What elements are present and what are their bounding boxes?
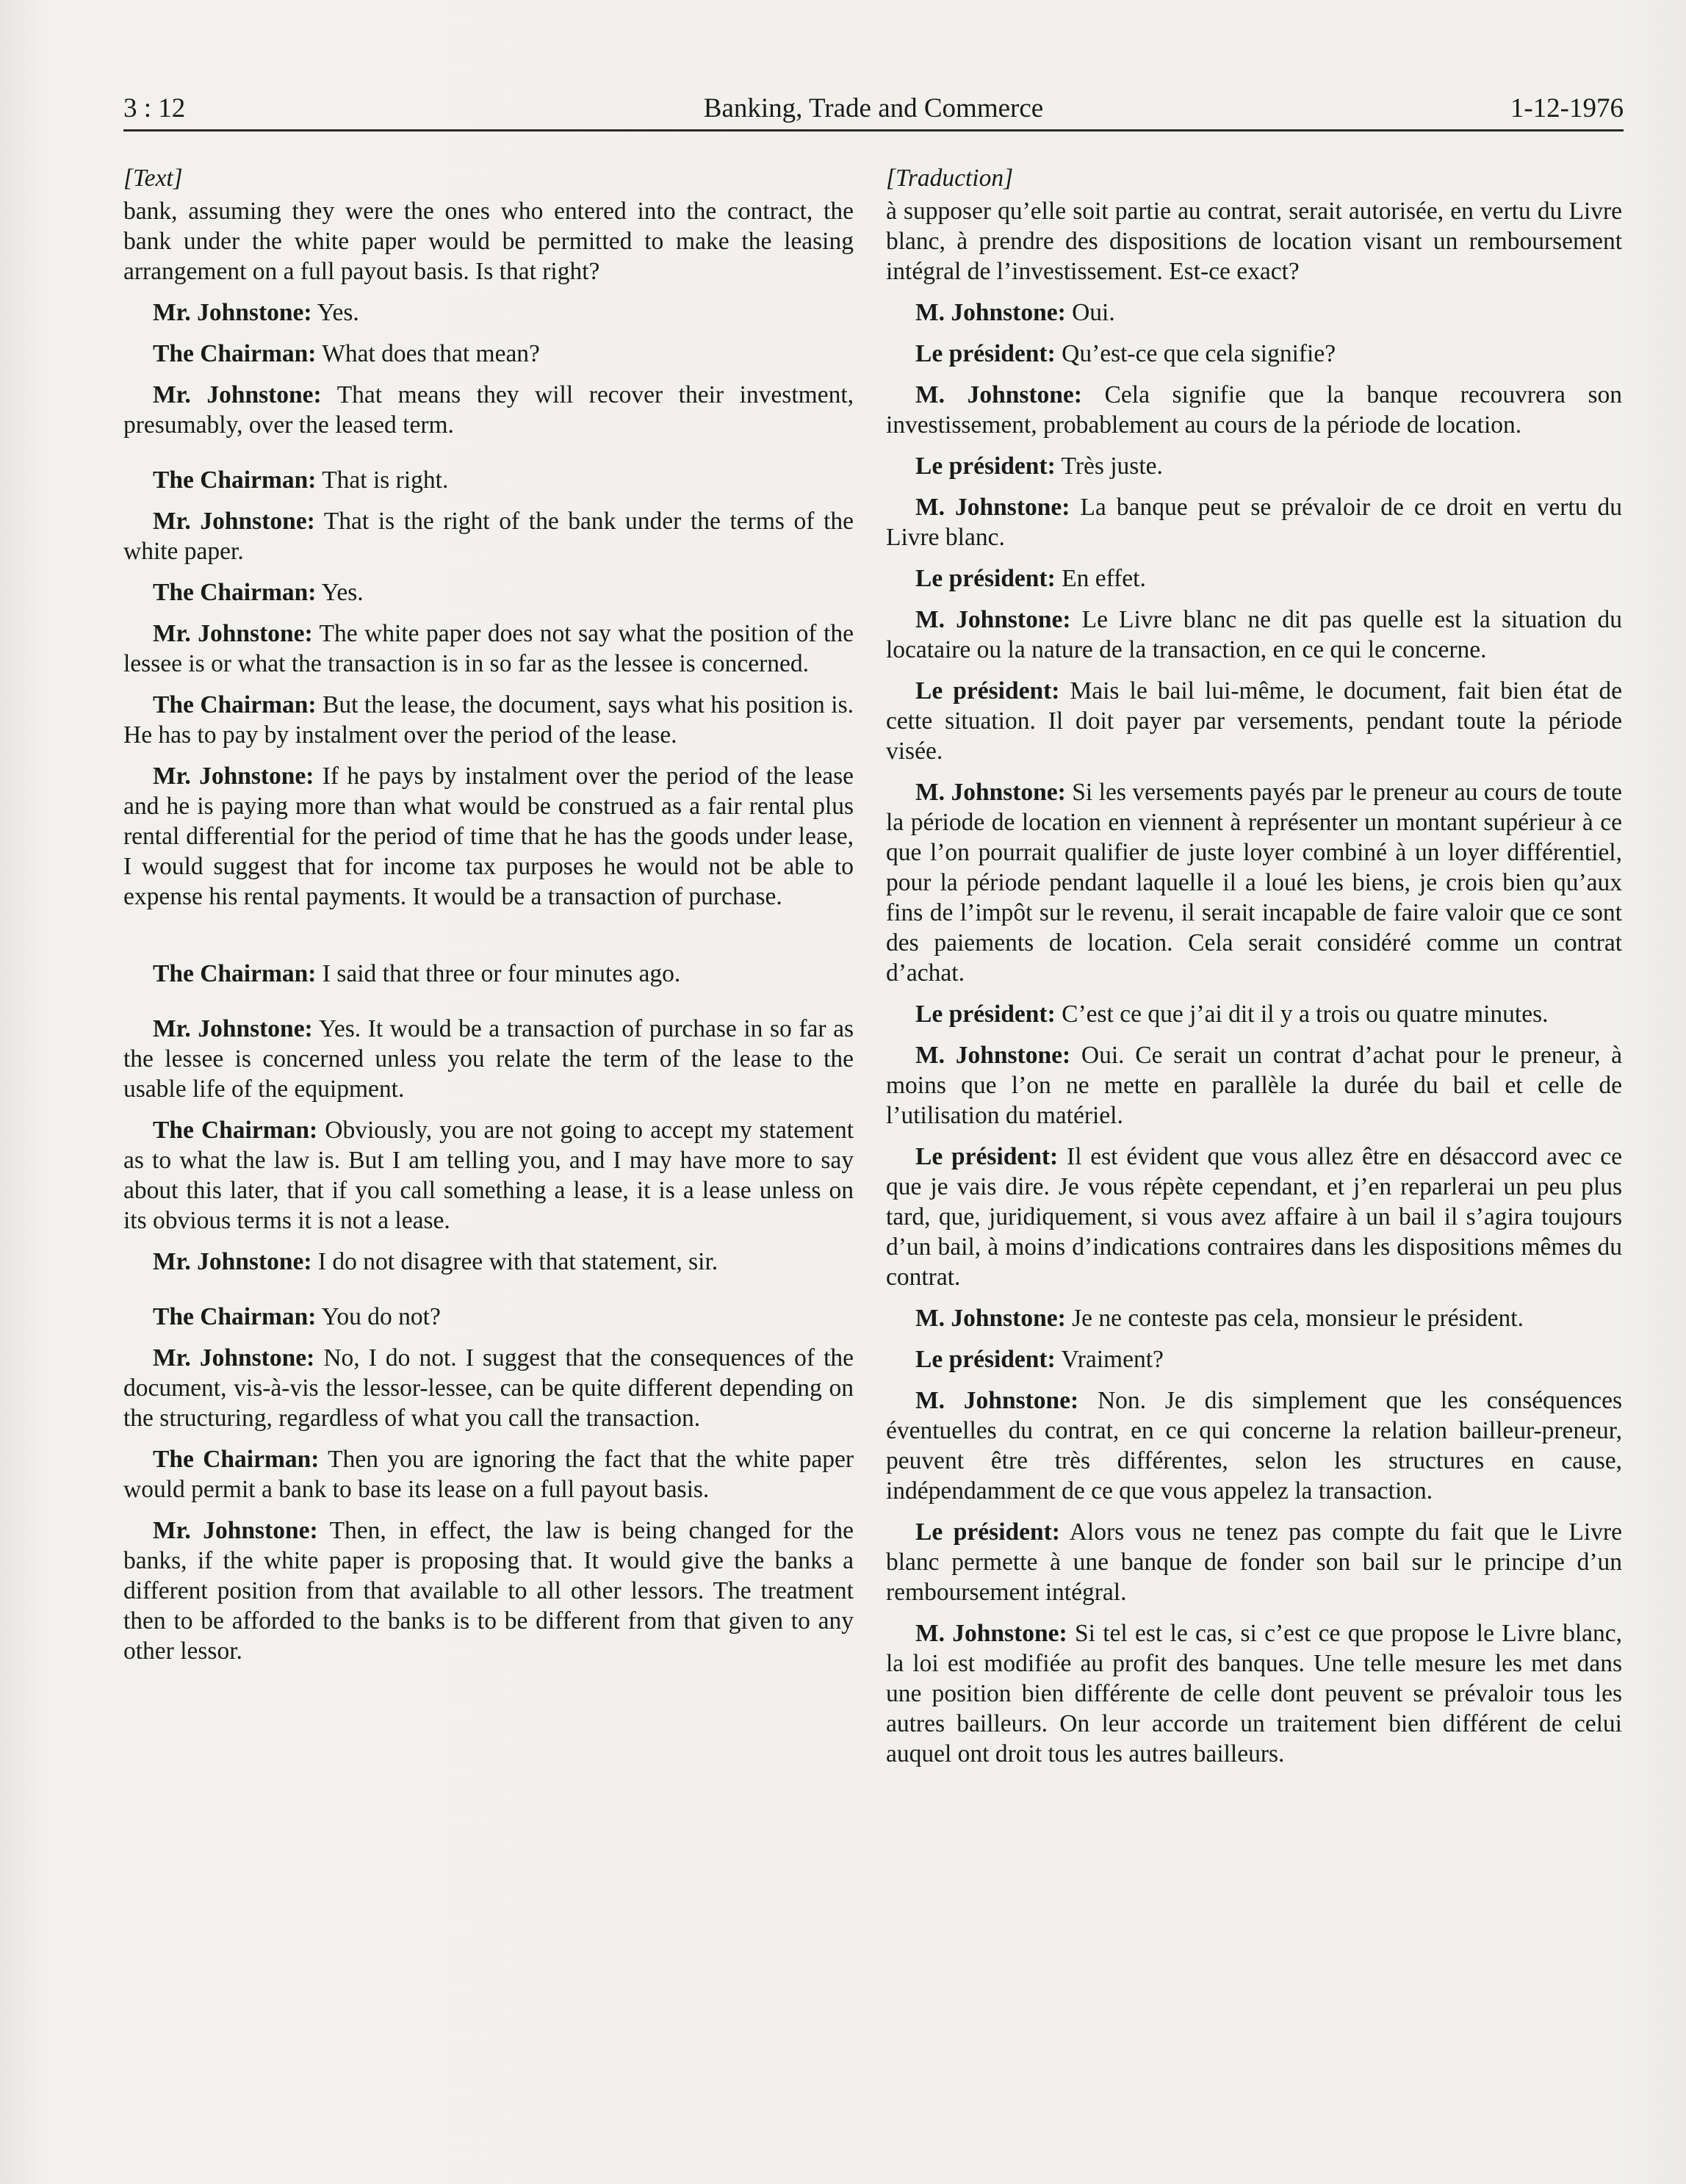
speech-text: La banque peut se prévaloir de ce droit en vertu du Livre blanc. <box>886 494 1623 551</box>
speaker-name: M. Johnstone: <box>915 381 1082 408</box>
speaker-name: Le président: <box>915 453 1056 480</box>
label-bracket-open: [ <box>886 165 896 192</box>
speech-text: En effet. <box>1062 565 1146 592</box>
speech-text: Alors vous ne tenez pas compte du fait que le Livre blanc permette à une banque de fonder son bail sur le principe d’un remboursement intégral. <box>886 1518 1622 1606</box>
transcript-paragraph <box>123 1302 854 1332</box>
transcript-paragraph <box>886 1344 1622 1374</box>
sitting-date: 1-12-1976 <box>1510 93 1624 123</box>
speaker-name: M. Johnstone: <box>915 1305 1066 1332</box>
transcript-paragraph <box>886 777 1622 988</box>
speaker-name: Mr. Johnstone: <box>153 763 314 790</box>
speech-text: Mais le bail lui-même, le document, fait bien état de cette situation. Il doit payer par versements, pendant toute la période visée. <box>886 677 1622 765</box>
label-text: Text <box>133 165 173 192</box>
transcript-paragraph <box>123 761 854 912</box>
speech-text: What does that mean? <box>322 340 540 367</box>
speaker-name: Mr. Johnstone: <box>153 299 312 326</box>
transcript-paragraph <box>886 676 1622 766</box>
transcript-paragraph <box>123 959 854 989</box>
transcript-paragraph <box>123 465 854 495</box>
speaker-name: The Chairman: <box>153 691 317 718</box>
speaker-name: M. Johnstone: <box>915 779 1066 806</box>
column-label <box>123 163 854 193</box>
transcript-paragraph <box>123 380 854 440</box>
transcript-paragraph <box>886 999 1622 1029</box>
speech-text: Cela signifie que la banque recouvrera son investissement, probablement au cours de la période de location. <box>886 381 1622 439</box>
speaker-name: Le président: <box>915 1143 1059 1170</box>
speech-text: Il est évident que vous allez être en désaccord avec ce que je vais dire. Je vous répète cependant, et j’en reparlerai un peu plus tard, que, juridiquement, si vous avez affaire à un bail il s’agira toujours d’un bail, à moins d’indications contraires dans les dispositions mêmes du contrat. <box>886 1143 1622 1291</box>
speaker-name: The Chairman: <box>153 340 317 367</box>
speech-text: If he pays by instalment over the period of the lease and he is paying more than what would be construed as a fair rental plus rental differential for the period of time that he has the goods under lease, I would suggest that for income tax purposes he would not be able to expense his rental payments. It would be a transaction of purchase. <box>123 763 854 910</box>
committee-title: Banking, Trade and Commerce <box>703 93 1044 123</box>
speaker-name: Mr. Johnstone: <box>153 1517 318 1544</box>
english-column <box>123 163 854 1677</box>
speaker-name: The Chairman: <box>153 960 317 987</box>
speech-text: Si tel est le cas, si c’est ce que propose le Livre blanc, la loi est modifiée au profit des banques. Une telle mesure les met dans une position bien différente de celle dont peuvent se prévaloir tous les autres bailleurs. On leur accorde un traitement bien différent de celui auquel ont droit tous les autres bailleurs. <box>886 1620 1623 1767</box>
speech-text: Non. Je dis simplement que les conséquences éventuelles du contrat, en ce qui concerne la relation bailleur-preneur, peuvent être très différentes, selon les structures en cause, indépendamment de ce que vous appelez la transaction. <box>886 1387 1622 1504</box>
speaker-name: Mr. Johnstone: <box>153 620 313 647</box>
speaker-name: Le président: <box>915 1346 1056 1373</box>
speech-text: Obviously, you are not going to accept my statement as to what the law is. But I am telling you, and I may have more to say about this later, that if you call something a lease, it is a lease unless on its obvious terms it is not a lease. <box>123 1117 854 1234</box>
speaker-name: M. Johnstone: <box>915 494 1070 521</box>
french-column <box>886 163 1622 1780</box>
speaker-name: M. Johnstone: <box>915 606 1071 633</box>
label-bracket-close: ] <box>1004 165 1014 192</box>
transcript-paragraph <box>886 563 1622 594</box>
transcript-paragraph <box>886 451 1622 481</box>
speaker-name: Mr. Johnstone: <box>153 1015 313 1042</box>
transcript-paragraph <box>123 577 854 608</box>
speaker-name: Le président: <box>915 1001 1056 1028</box>
speech-text: Si les versements payés par le preneur au cours de toute la période de location en viennent à représenter un montant supérieur à ce que l’on pourrait qualifier de juste loyer combiné à un loyer différentiel, pour la période pendant laquelle il a loué les biens, je crois bien qu’aux fins de l’impôt sur le revenu, il serait incapable de faire valoir que ce sont des paiements de location. Cela serait considéré comme un contrat d’achat. <box>886 779 1622 987</box>
speech-text: Le Livre blanc ne dit pas quelle est la situation du locataire ou la nature de la transaction, en ce qui le concerne. <box>886 606 1622 663</box>
transcript-paragraph <box>886 1517 1622 1607</box>
transcript-paragraph <box>123 298 854 328</box>
page-header <box>123 87 1624 131</box>
speaker-name: Mr. Johnstone: <box>153 381 322 408</box>
transcript-paragraph <box>886 1618 1622 1769</box>
speaker-name: Le président: <box>915 677 1060 704</box>
speech-text: That is the right of the bank under the terms of the white paper. <box>123 508 854 565</box>
transcript-paragraph <box>123 1444 854 1504</box>
speech-text: Then you are ignoring the fact that the white paper would permit a bank to base its lease on a full payout basis. <box>123 1446 854 1503</box>
column-label <box>886 163 1622 193</box>
speech-text: Vraiment? <box>1061 1346 1164 1373</box>
transcript-paragraph <box>886 605 1622 665</box>
speaker-name: Mr. Johnstone: <box>153 1248 312 1275</box>
speaker-name: The Chairman: <box>153 1446 320 1473</box>
speech-text: Oui. Ce serait un contrat d’achat pour le preneur, à moins que l’on ne mette en parallèle la durée du bail et celle de l’utilisation du matériel. <box>886 1042 1623 1129</box>
transcript-paragraph <box>123 619 854 679</box>
lead-paragraph: bank, assuming they were the ones who entered into the contract, the bank under the white paper would be permitted to make the leasing arrangement on a full payout basis. Is that right? <box>123 198 854 285</box>
transcript-paragraph <box>886 1385 1622 1506</box>
transcript-paragraph <box>123 506 854 566</box>
transcript-paragraph <box>886 1303 1622 1333</box>
speech-text: Je ne conteste pas cela, monsieur le président. <box>1072 1305 1524 1332</box>
speech-text: Then, in effect, the law is being changed for the banks, if the white paper is proposing that. It would give the banks a different position from that available to all other lessors. The treatment then to be afforded to the banks is to be different from that given to any other lessor. <box>123 1517 854 1665</box>
transcript-paragraph <box>123 1343 854 1433</box>
speech-text: That means they will recover their investment, presumably, over the leased term. <box>123 381 854 439</box>
speech-text: No, I do not. I suggest that the consequences of the document, vis-à-vis the lessor-lessee, can be quite different depending on the structuring, regardless of what you call the transaction. <box>123 1344 854 1432</box>
speech-text: You do not? <box>321 1303 441 1330</box>
transcript-paragraph <box>123 1014 854 1104</box>
speech-text: C’est ce que j’ai dit il y a trois ou quatre minutes. <box>1062 1001 1549 1028</box>
transcript-paragraph <box>123 1516 854 1666</box>
speaker-name: M. Johnstone: <box>915 1387 1079 1414</box>
speech-text: Oui. <box>1072 299 1115 326</box>
speech-text: But the lease, the document, says what his position is. He has to pay by instalment over the period of the lease. <box>123 691 854 749</box>
speaker-name: The Chairman: <box>153 1303 317 1330</box>
transcript-paragraph <box>886 492 1622 552</box>
speaker-name: Le président: <box>915 340 1056 367</box>
lead-paragraph: à supposer qu’elle soit partie au contrat, serait autorisée, en vertu du Livre blanc, à prendre des dispositions de location visant un remboursement intégral de l’investissement. Est-ce exact? <box>886 198 1622 285</box>
label-text: Traduction <box>896 165 1004 192</box>
transcript-paragraph <box>123 1247 854 1277</box>
speaker-name: Le président: <box>915 565 1056 592</box>
speaker-name: M. Johnstone: <box>915 1620 1067 1647</box>
transcript-paragraph <box>886 1040 1622 1131</box>
page-number: 3 : 12 <box>123 93 186 123</box>
speech-text: That is right. <box>322 466 449 494</box>
transcript-paragraph <box>123 1115 854 1236</box>
transcript-paragraph <box>886 339 1622 369</box>
speaker-name: Mr. Johnstone: <box>153 1344 315 1372</box>
speech-text: I do not disagree with that statement, sir. <box>317 1248 718 1275</box>
transcript-paragraph <box>886 298 1622 328</box>
transcript-paragraph <box>886 380 1622 440</box>
speech-text: Yes. <box>317 299 359 326</box>
transcript-paragraph <box>123 690 854 750</box>
speaker-name: The Chairman: <box>153 1117 318 1144</box>
transcript-paragraph <box>123 339 854 369</box>
label-bracket-close: ] <box>173 165 183 192</box>
speaker-name: The Chairman: <box>153 466 317 494</box>
speaker-name: The Chairman: <box>153 579 317 606</box>
transcript-paragraph <box>886 1142 1622 1292</box>
speaker-name: Le président: <box>915 1518 1060 1546</box>
speech-text: The white paper does not say what the position of the lessee is or what the transaction is in so far as the lessee is concerned. <box>123 620 854 677</box>
speech-text: I said that three or four minutes ago. <box>322 960 681 987</box>
speech-text: Yes. It would be a transaction of purchase in so far as the lessee is concerned unless you relate the term of the lease to the usable life of the equipment. <box>123 1015 854 1103</box>
speaker-name: M. Johnstone: <box>915 299 1066 326</box>
speech-text: Yes. <box>321 579 364 606</box>
speech-text: Qu’est-ce que cela signifie? <box>1062 340 1336 367</box>
speech-text: Très juste. <box>1061 453 1163 480</box>
speaker-name: Mr. Johnstone: <box>153 508 315 535</box>
label-bracket-open: [ <box>123 165 134 192</box>
speaker-name: M. Johnstone: <box>915 1042 1071 1069</box>
